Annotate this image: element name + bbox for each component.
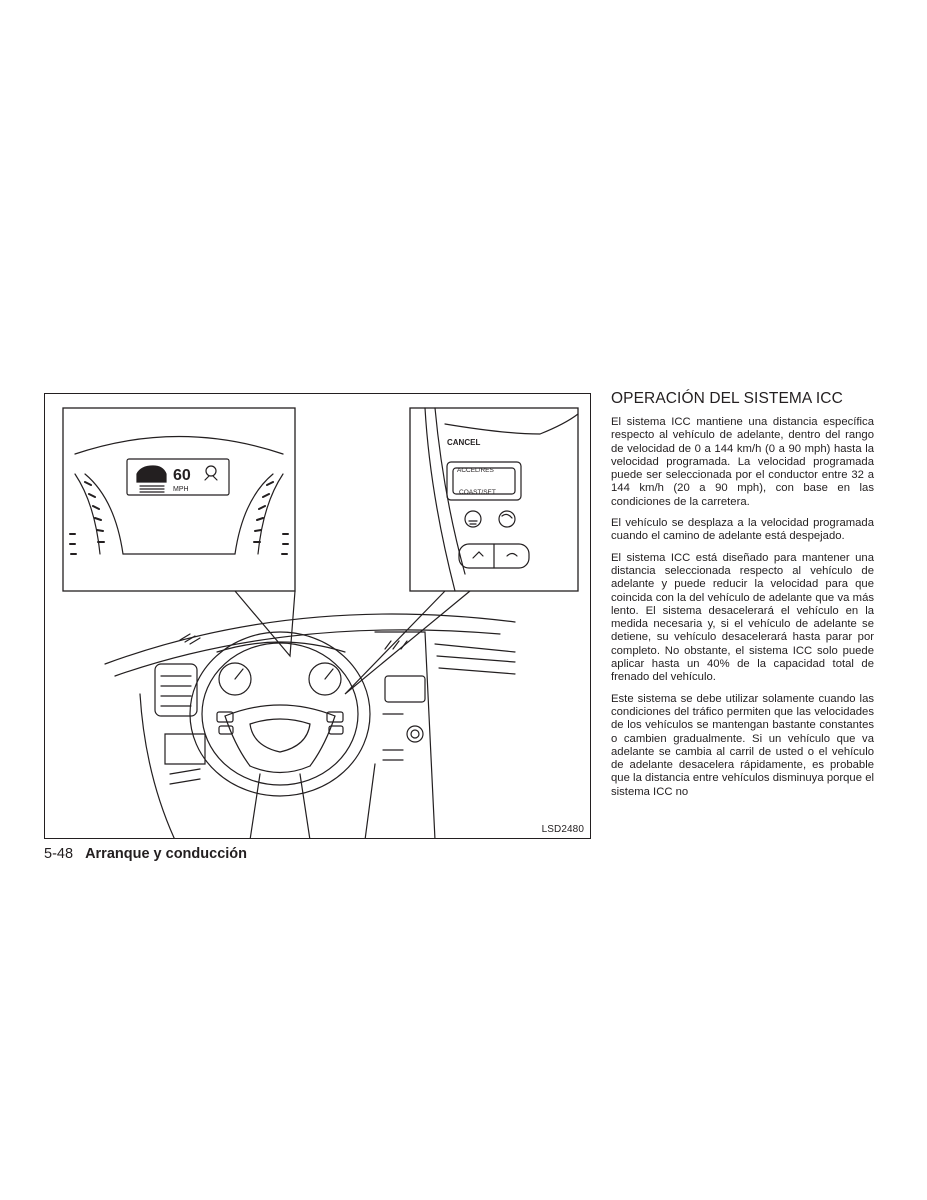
figure-code: LSD2480 <box>541 824 584 835</box>
illustration-drawing <box>45 394 591 839</box>
section-title: OPERACIÓN DEL SISTEMA ICC <box>611 390 843 407</box>
paragraph-3: El sistema ICC está diseñado para mantener una distancia seleccionada respecto al vehículo de adelante y puede reducir la velocidad para que coincida con la del vehículo de adelante que va más lento. El sistema desacelerará el vehículo en la medida necesaria y, si el vehículo de adelante se detiene, su vehículo desacelerará hasta parar por completo. No obstante, el sistema ICC solo puede aplicar hasta un 40% de la capacidad total de frenado del vehículo. <box>611 551 874 684</box>
text-column <box>611 390 874 807</box>
display-unit: MPH <box>173 486 189 493</box>
paragraph-1: El sistema ICC mantiene una distancia específica respecto al vehículo de adelante, dentro del rango de velocidad de 0 a 144 km/h (0 a 90 mph) hasta la velocidad programada. La velocidad programada puede ser seleccionada por el conductor entre 32 a 144 km/h (20 a 90 mph), con base en las condiciones de la carretera. <box>611 416 874 508</box>
coast-set-label: COAST/SET <box>459 489 496 496</box>
page-number: 5-48 <box>44 846 74 862</box>
icc-illustration <box>44 393 591 839</box>
cancel-label: CANCEL <box>447 438 481 447</box>
accel-res-label: ACCEL/RES <box>457 467 494 474</box>
page-footer <box>44 846 247 862</box>
paragraph-4: Este sistema se debe utilizar solamente cuando las condiciones del tráfico permiten que las velocidades de los vehículos se mantengan bastante constantes o cambien gradualmente. Si un vehículo que va adelante se cambia al carril de usted o el vehículo de adelante desacelera rápidamente, es probable que la distancia entre vehículos disminuya porque el sistema ICC no <box>611 692 874 798</box>
chapter-title: Arranque y conducción <box>85 846 248 862</box>
display-speed: 60 <box>173 467 191 484</box>
paragraph-2: El vehículo se desplaza a la velocidad programada cuando el camino de adelante está despejado. <box>611 517 874 543</box>
